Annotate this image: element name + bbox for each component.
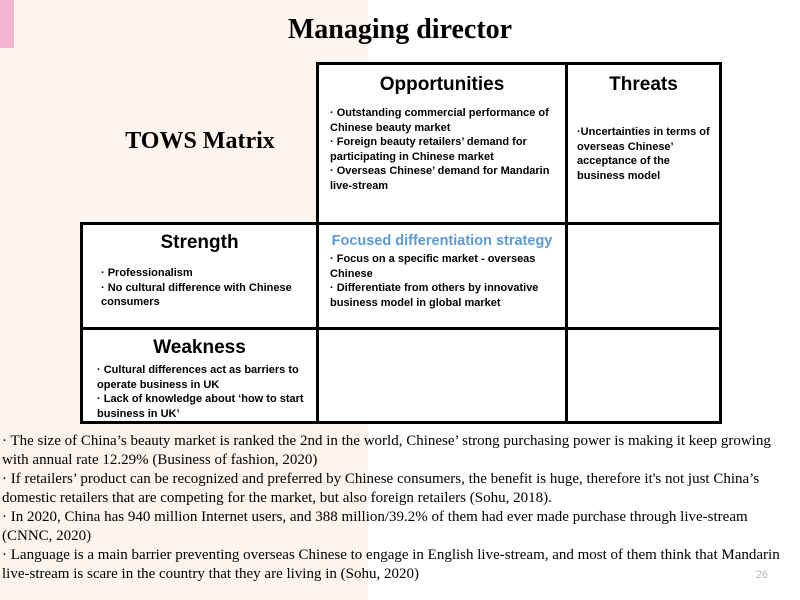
weakness-list bbox=[97, 363, 310, 421]
opportunities-cell bbox=[316, 62, 568, 225]
notes-section bbox=[2, 432, 792, 584]
strength-heading: Strength bbox=[160, 232, 239, 253]
strength-list bbox=[101, 266, 308, 310]
wo-strategy-cell bbox=[316, 327, 568, 424]
note-paragraph: · If retailers’ product can be recognized and preferred by Chinese consumers, the benefit is huge, therefore it's not just China’s domestic retailers that are competing for the market, but also foreign retailers (Sohu, 2018). bbox=[2, 471, 760, 506]
st-strategy-cell bbox=[565, 222, 722, 330]
threat-item: ·Uncertainties in terms of overseas Chinese’ acceptance of the business model bbox=[577, 126, 710, 182]
opportunities-list bbox=[330, 106, 557, 193]
weakness-cell bbox=[80, 327, 319, 424]
note-paragraph: · In 2020, China has 940 million Internet users, and 388 million/39.2% of them had ever made purchase through live-stream (CNNC, 2020) bbox=[2, 509, 748, 544]
page-number: 26 bbox=[755, 569, 768, 581]
wt-strategy-cell bbox=[565, 327, 722, 424]
threats-heading: Threats bbox=[609, 74, 678, 95]
note-paragraph: · Language is a main barrier preventing overseas Chinese to engage in English live-stream, and most of them think that Mandarin live-stream is scare in the country that they are living in (Sohu, 2020) bbox=[2, 547, 780, 582]
strength-item: · Professionalism bbox=[101, 267, 193, 279]
tows-matrix-label: TOWS Matrix bbox=[125, 128, 275, 154]
opportunity-item: · Outstanding commercial performance of Chinese beauty market bbox=[330, 107, 549, 134]
strategy-list bbox=[330, 252, 559, 310]
weakness-item: · Lack of knowledge about ‘how to start business in UK’ bbox=[97, 393, 304, 420]
so-strategy-cell bbox=[316, 222, 568, 330]
note-paragraph: · The size of China’s beauty market is ranked the 2nd in the world, Chinese’ strong purchasing power is making it keep growing with annual rate 12.29% (Business of fashion, 2020) bbox=[2, 433, 771, 468]
opportunities-heading: Opportunities bbox=[379, 74, 505, 95]
strength-item: · No cultural difference with Chinese consumers bbox=[101, 281, 292, 308]
weakness-heading: Weakness bbox=[153, 337, 246, 358]
threats-cell bbox=[565, 62, 722, 225]
strategy-item: · Differentiate from others by innovative business model in global market bbox=[330, 282, 539, 309]
strategy-heading: Focused differentiation strategy bbox=[331, 233, 553, 249]
opportunity-item: · Overseas Chinese’ demand for Mandarin live-stream bbox=[330, 165, 550, 192]
opportunity-item: · Foreign beauty retailers’ demand for participating in Chinese market bbox=[330, 136, 527, 163]
weakness-item: · Cultural differences act as barriers to operate business in UK bbox=[97, 364, 299, 391]
strategy-item: · Focus on a specific market - overseas Chinese bbox=[330, 253, 536, 280]
threats-list bbox=[577, 125, 711, 183]
strength-cell bbox=[80, 222, 319, 330]
slide-title: Managing director bbox=[287, 14, 513, 45]
